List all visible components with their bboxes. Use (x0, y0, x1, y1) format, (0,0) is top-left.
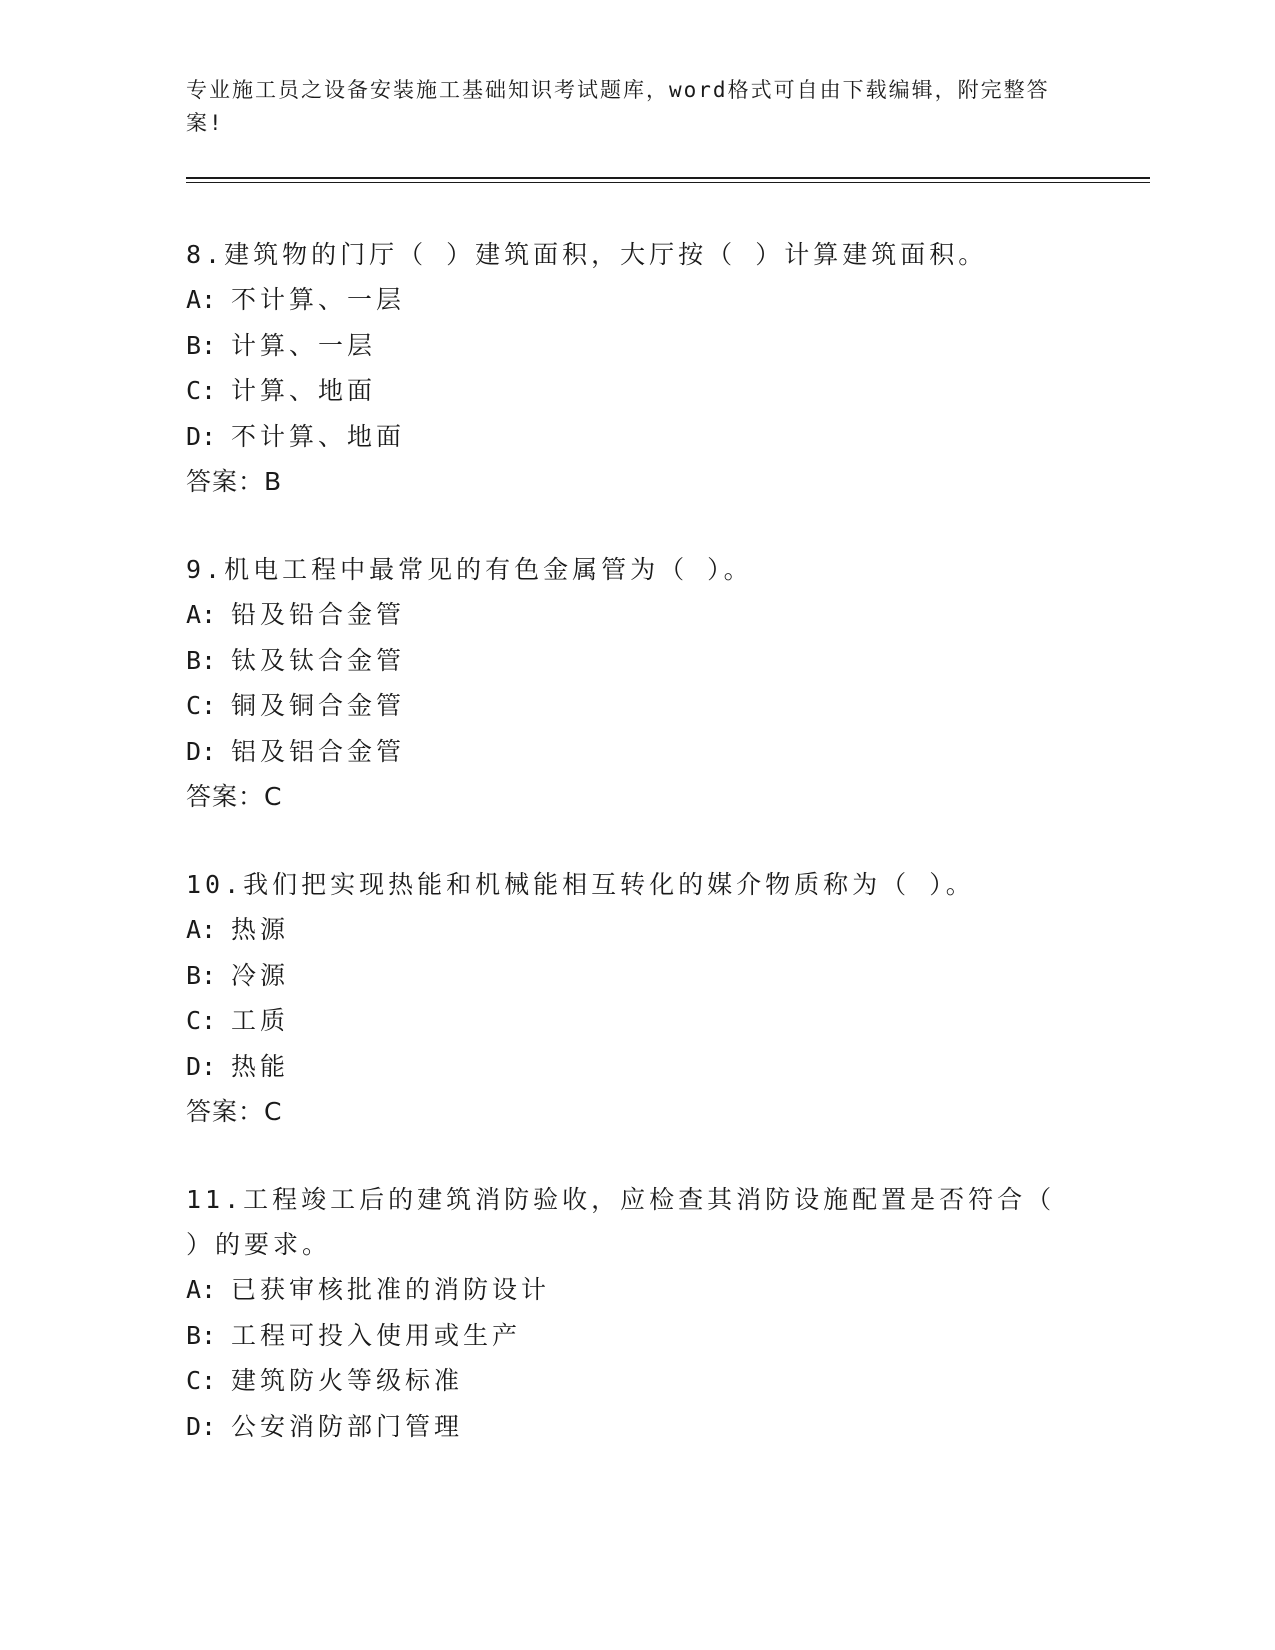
option-text: 热能 (231, 1051, 290, 1081)
option-letter: C: (186, 1366, 217, 1395)
option-letter: B: (186, 645, 217, 675)
question-stem: 8.建筑物的门厅（ ）建筑面积，大厅按（ ）计算建筑面积。 (186, 240, 988, 269)
question-8 (186, 232, 1066, 504)
option-text: 冷源 (231, 960, 290, 990)
option-text: 计算、一层 (231, 330, 377, 360)
option-letter: D: (186, 421, 217, 451)
option-b (186, 953, 1066, 999)
option-letter: A: (186, 1275, 217, 1304)
answer-line: 答案：C (186, 1097, 283, 1126)
option-c (186, 683, 1066, 729)
question-11 (186, 1177, 1066, 1449)
option-d (186, 1044, 1066, 1090)
question-10 (186, 862, 1066, 1134)
option-a (186, 592, 1066, 638)
option-text: 工质 (231, 1006, 290, 1035)
option-letter: C: (186, 376, 217, 405)
option-letter: C: (186, 691, 217, 720)
option-letter: B: (186, 330, 217, 360)
option-text: 不计算、地面 (231, 421, 406, 451)
question-stem: 9.机电工程中最常见的有色金属管为（ ）。 (186, 555, 753, 584)
option-text: 建筑防火等级标准 (231, 1366, 464, 1395)
question-stem: 10.我们把实现热能和机械能相互转化的媒介物质称为（ ）。 (186, 870, 975, 899)
header-divider-thin (186, 182, 1150, 183)
option-b (186, 638, 1066, 684)
header-divider-thick (186, 177, 1150, 179)
option-letter: D: (186, 1051, 217, 1081)
option-text: 铅及铅合金管 (231, 600, 406, 629)
option-d (186, 1404, 1066, 1450)
option-c (186, 368, 1066, 414)
option-text: 铜及铜合金管 (231, 691, 406, 720)
option-text: 已获审核批准的消防设计 (231, 1275, 551, 1304)
option-text: 公安消防部门管理 (231, 1411, 464, 1441)
option-c (186, 1358, 1066, 1404)
option-letter: D: (186, 736, 217, 766)
option-text: 计算、地面 (231, 376, 377, 405)
option-text: 钛及钛合金管 (231, 645, 406, 675)
option-letter: B: (186, 960, 217, 990)
option-text: 不计算、一层 (231, 285, 406, 314)
option-letter: A: (186, 600, 217, 629)
option-a (186, 277, 1066, 323)
option-d (186, 414, 1066, 460)
option-b (186, 1313, 1066, 1359)
option-letter: C: (186, 1006, 217, 1035)
option-letter: B: (186, 1320, 217, 1350)
question-list (186, 232, 1066, 1492)
option-d (186, 729, 1066, 775)
document-header: 专业施工员之设备安装施工基础知识考试题库，word格式可自由下载编辑，附完整答案! (186, 78, 1050, 135)
option-text: 热源 (231, 915, 290, 944)
option-letter: A: (186, 285, 217, 314)
option-a (186, 907, 1066, 953)
option-text: 工程可投入使用或生产 (231, 1320, 522, 1350)
option-text: 铝及铝合金管 (231, 736, 406, 766)
option-b (186, 323, 1066, 369)
option-c (186, 998, 1066, 1044)
option-letter: A: (186, 915, 217, 944)
question-stem: 11.工程竣工后的建筑消防验收，应检查其消防设施配置是否符合（ ）的要求。 (186, 1185, 1056, 1259)
option-a (186, 1267, 1066, 1313)
question-9 (186, 547, 1066, 819)
answer-line: 答案：C (186, 782, 283, 811)
option-letter: D: (186, 1411, 217, 1441)
answer-line: 答案：B (186, 467, 283, 496)
